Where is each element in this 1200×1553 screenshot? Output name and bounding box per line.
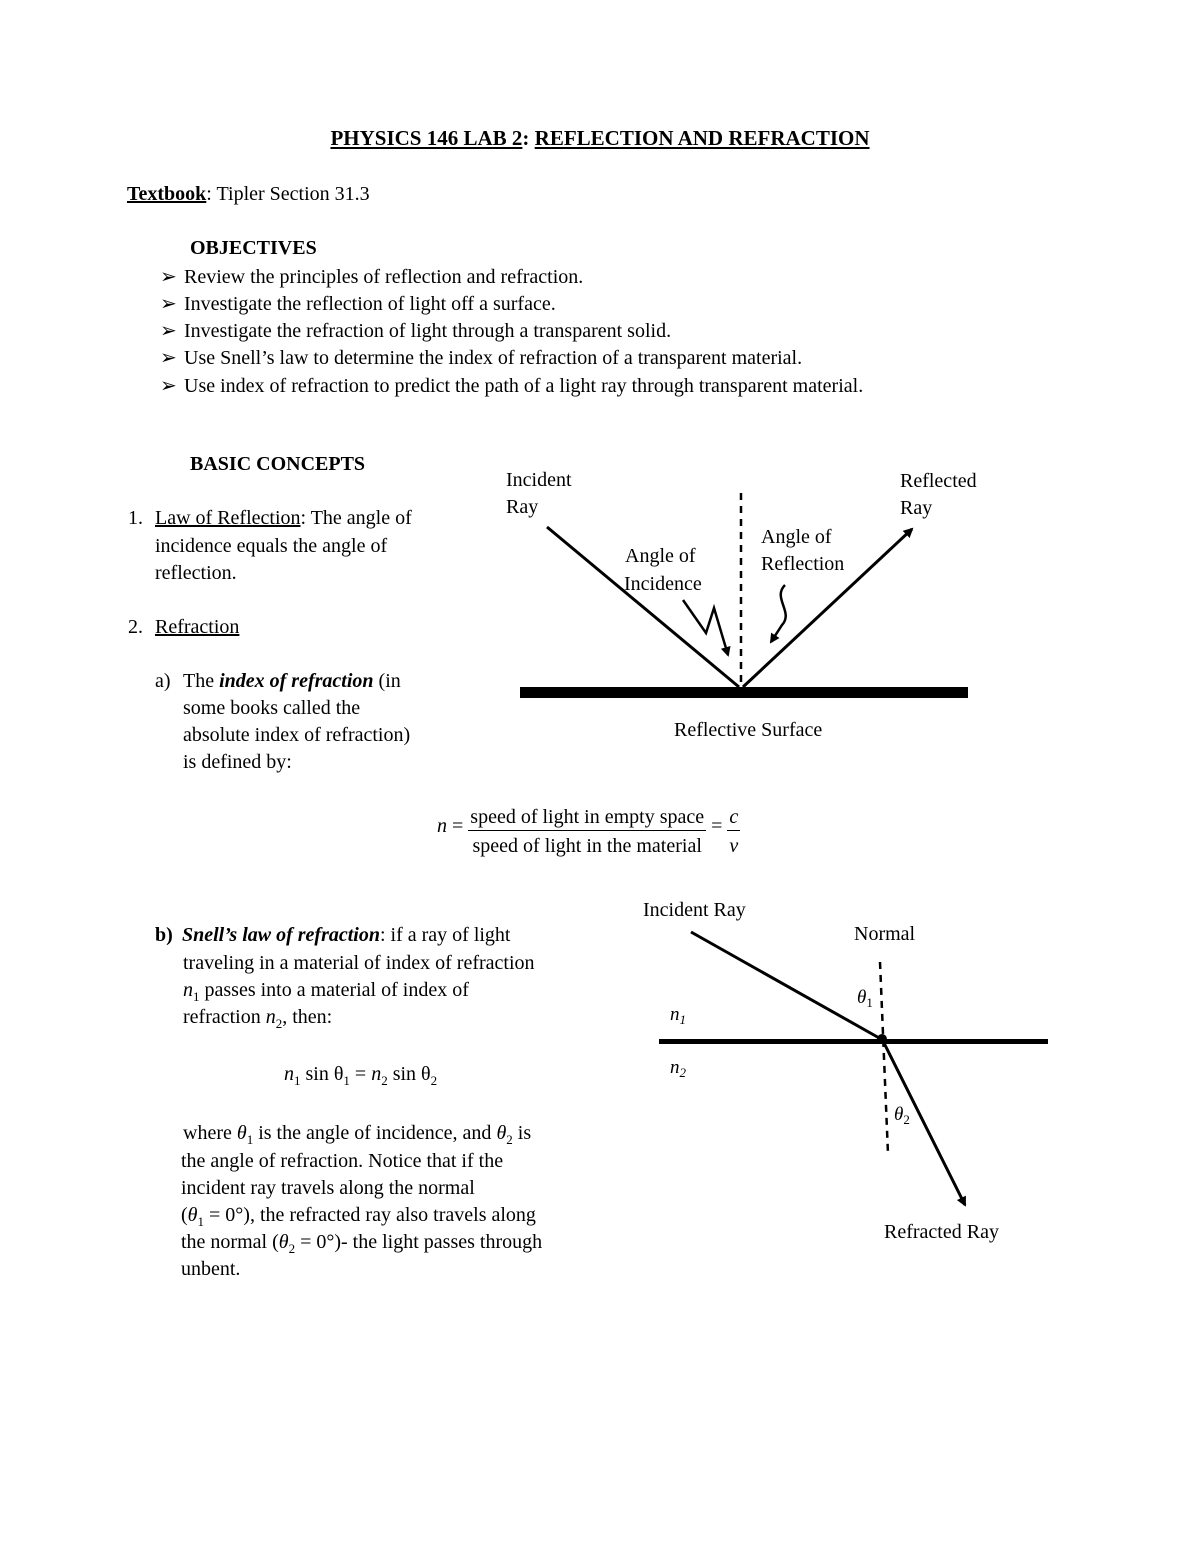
reflection-squiggle-arrow [771, 585, 786, 642]
angle-incidence-label-2: Incidence [624, 573, 702, 595]
explanation-line5: the normal $(\theta_2 = 0^\circ)-$ the light passes through [181, 1231, 543, 1256]
bullet-arrow-icon: ➢ [160, 375, 177, 397]
normal-label: Normal [854, 923, 916, 945]
explanation-line3: incident ray travels along the normal [181, 1177, 475, 1199]
bullet-arrow-icon: ➢ [160, 347, 177, 369]
index-of-refraction-term: index of refraction [219, 670, 374, 692]
concept-2a-line4: is defined by: [183, 751, 292, 773]
reflective-surface-label: Reflective Surface [674, 719, 823, 741]
law-of-reflection-title: Law of Reflection [155, 507, 301, 529]
formula-denominator: speed of light in the material [472, 835, 702, 857]
n2-label: $n_2$ [670, 1057, 686, 1080]
concept-2b-line2: traveling in a material of index of refraction [183, 952, 535, 974]
concept-2b-line4: refraction $n_2$, then: [183, 1006, 333, 1031]
textbook-value: : Tipler Section 31.3 [206, 183, 370, 205]
formula-numerator: speed of light in empty space [468, 806, 706, 831]
objectives-heading: OBJECTIVES [190, 237, 317, 259]
incident-label-1: Incident [506, 469, 572, 491]
concept-2b-line1: b) Snell’s law of refraction: if a ray of light [155, 924, 511, 946]
reflection-diagram [506, 469, 977, 741]
snell-formula: $n_1$ $\sin \theta_1 = n_2$ $\sin \theta_2$ [284, 1063, 438, 1088]
refraction-title: Refraction [155, 616, 240, 638]
n1-label: $n_1$ [670, 1004, 686, 1027]
reflective-surface [520, 687, 968, 698]
concept-2b-line3: $n_1$ passes into a material of index of [183, 979, 469, 1004]
title-separator: : [522, 126, 530, 150]
incidence-point [877, 1034, 887, 1044]
concept-2-line: 2. Refraction [128, 616, 240, 638]
concept-2a-line3: absolute index of refraction) [183, 724, 411, 746]
incident-label-2: Ray [506, 496, 539, 518]
concept-1-line2: incidence equals the angle of [155, 535, 388, 557]
concept-1-line3: reflection. [155, 562, 237, 584]
objective-item: ➢ Investigate the refraction of light through a transparent solid. [160, 320, 672, 342]
title-part1: PHYSICS 146 LAB 2 [330, 126, 523, 150]
angle-reflection-label-2: Reflection [761, 553, 845, 575]
bullet-arrow-icon: ➢ [160, 266, 177, 288]
concept-2a-line1: a) The index of refraction (in [155, 670, 401, 692]
normal-dashed-line [880, 962, 888, 1154]
reflected-label-2: Ray [900, 497, 933, 519]
angle-reflection-label-1: Angle of [761, 526, 832, 548]
objective-item: ➢ Review the principles of reflection and refraction. [160, 266, 584, 288]
title-part2: REFLECTION AND REFRACTION [534, 126, 870, 150]
objective-item: ➢ Investigate the reflection of light off a surface. [160, 293, 556, 315]
concept-1-line1: 1. Law of Reflection: The angle of [128, 507, 412, 529]
snells-law-term: Snell’s law of refraction [182, 924, 380, 946]
index-formula: n = $\frac{\text{speed of light in empty space}}{\text{speed of light in the material}}$ = $\frac{c}{v}$ [437, 806, 739, 857]
theta1-label: $\theta_1$ [857, 987, 873, 1010]
explanation-line4: $(\theta_1 = 0^\circ)$, the refracted ray also travels along [181, 1204, 536, 1229]
bullet-arrow-icon: ➢ [160, 293, 177, 315]
objective-item: ➢ Use Snell’s law to determine the index of refraction of a transparent material. [160, 347, 803, 369]
explanation-line6: unbent. [181, 1258, 241, 1280]
incident-ray-label: Incident Ray [643, 899, 746, 921]
bullet-arrow-icon: ➢ [160, 320, 177, 342]
objective-item: ➢ Use index of refraction to predict the path of a light ray through transparent material. [160, 375, 864, 397]
concept-2a-line2: some books called the [183, 697, 361, 719]
refraction-diagram [643, 899, 1048, 1243]
reflected-label-1: Reflected [900, 470, 977, 492]
textbook-label: Textbook [127, 183, 207, 205]
explanation-line1: where $\theta_1$ is the angle of incidence, and $\theta_2$ is [183, 1122, 532, 1147]
refracted-ray-label: Refracted Ray [884, 1221, 999, 1243]
incident-ray [691, 932, 881, 1039]
basic-concepts-heading: BASIC CONCEPTS [190, 453, 366, 475]
angle-incidence-label-1: Angle of [625, 545, 696, 567]
formula-c-over-v: $\frac{c}{v}$ [729, 806, 739, 857]
explanation-line2: the angle of refraction. Notice that if the [181, 1150, 504, 1172]
theta2-label: $\theta_2$ [894, 1104, 910, 1127]
interface-line [659, 1039, 1048, 1044]
